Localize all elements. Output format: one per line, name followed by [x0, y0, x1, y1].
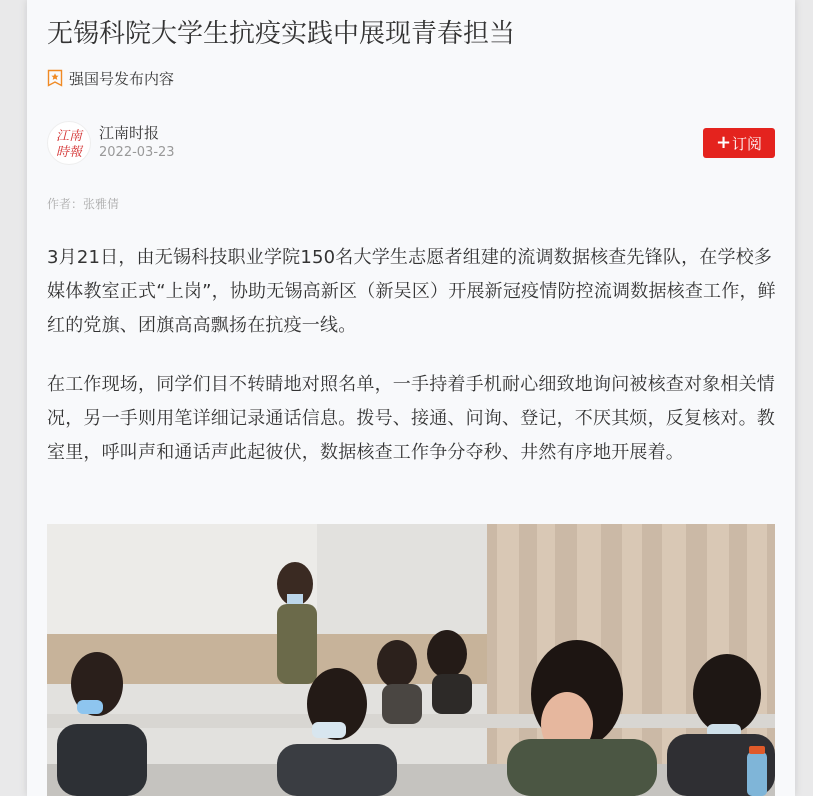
svg-text:江南: 江南 [55, 129, 83, 144]
publisher-block[interactable] [47, 121, 175, 165]
publish-date: 2022-03-23 [99, 145, 175, 160]
subscribe-label: 订阅 [732, 134, 763, 153]
svg-text:時報: 時報 [55, 145, 83, 160]
subscribe-button[interactable] [703, 128, 775, 158]
article-paragraph: 在工作现场，同学们目不转睛地对照名单，一手持着手机耐心细致地询问被核查对象相关情况，另一手则用笔详细记录通话信息。拨号、接通、问询、登记，不厌其烦，反复核对。教室里，呼叫声和通话声此起彼伏，数据核查工作争分夺秒、井然有序地开展着。 [47, 374, 775, 463]
article-paragraph: 3月21日，由无锡科技职业学院150名大学生志愿者组建的流调数据核查先锋队，在学校多媒体教室正式“上岗”，协助无锡高新区（新吴区）开展新冠疫情防控流调数据核查工作，鲜红的党旗、团旗高高飘扬在抗疫一线。 [47, 247, 776, 336]
article-title: 无锡科院大学生抗疫实践中展现青春担当 [47, 19, 516, 49]
source-label: 强国号发布内容 [69, 69, 175, 88]
source-badge [47, 66, 174, 90]
plus-icon: + [715, 132, 732, 153]
article-author: 作者：张雅倩 [47, 197, 120, 211]
publisher-name[interactable]: 江南时报 [99, 124, 160, 142]
classroom-photo-illustration [47, 524, 775, 796]
star-badge-icon [47, 69, 63, 87]
article-photo[interactable] [47, 524, 775, 796]
publisher-logo-mark [48, 122, 90, 164]
publisher-logo[interactable] [47, 121, 91, 165]
article-card [27, 0, 795, 796]
